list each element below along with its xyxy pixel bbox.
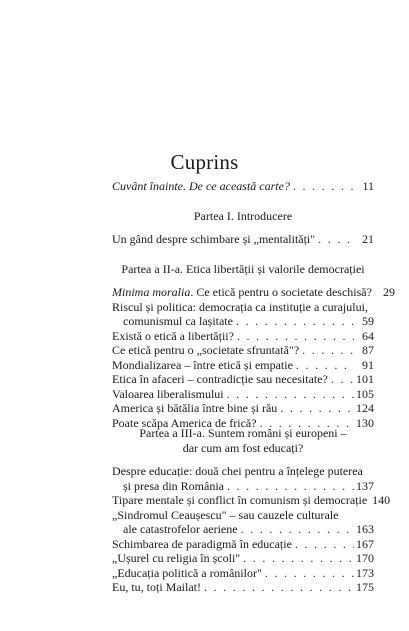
dot-leader — [295, 537, 354, 552]
part-1-heading: Partea I. Introducere — [193, 209, 293, 223]
entry-page: 170 — [356, 551, 374, 565]
toc-entry — [112, 343, 374, 358]
entry-label: Poate scăpa America de frică? — [112, 415, 257, 430]
entry-page: 11 — [362, 179, 374, 193]
part-3-heading-line1: Partea a III-a. Suntem români și europeni – — [139, 426, 347, 440]
toc-entry — [112, 232, 374, 247]
foreword-section — [112, 179, 374, 194]
entry-label-line1: Riscul și politica: democrația ca instituție a curajului, — [112, 299, 368, 314]
dot-leader — [265, 566, 354, 581]
toc-entry — [112, 387, 374, 402]
toc-entry — [112, 508, 374, 537]
entry-label-line2: și presa din România — [123, 478, 224, 493]
toc-entry — [112, 537, 374, 552]
dot-leader — [331, 372, 354, 387]
part-3-entries — [112, 464, 391, 595]
entry-label: „Ușurel cu religia în școli" — [112, 551, 241, 565]
part-3-section — [112, 426, 391, 595]
entry-label-italic: Minima moralia — [112, 285, 191, 299]
entry-page: 175 — [356, 580, 374, 594]
dot-leader — [241, 522, 354, 537]
entry-page: 124 — [356, 401, 374, 415]
toc-entry — [112, 551, 374, 566]
dot-leader — [296, 358, 354, 373]
dot-leader — [302, 343, 354, 358]
dot-leader — [236, 314, 354, 329]
toc-entry — [112, 329, 374, 344]
part-1-section — [112, 209, 374, 247]
entry-label-line1: „Sindromul Ceaușescu" – sau cauzele culturale — [112, 507, 339, 522]
dot-leader — [227, 479, 354, 494]
entry-label: Valoarea liberalismului — [112, 386, 224, 401]
entry-page: 167 — [356, 536, 374, 551]
toc-entry — [112, 401, 374, 416]
entry-label: Eu, tu, toți Mailat! — [112, 580, 201, 594]
entry-page: 21 — [362, 232, 374, 246]
entry-page: 29 — [382, 285, 395, 299]
entry-page: 87 — [362, 343, 374, 357]
dot-leader — [237, 329, 354, 344]
part-2-entries — [112, 285, 395, 430]
toc-entry — [112, 493, 391, 508]
entry-page: 163 — [356, 522, 374, 536]
entry-label: America și bătălia între bine și rău — [112, 401, 278, 415]
entry-label: Există o etică a libertății? — [112, 328, 234, 343]
entry-page: 137 — [356, 478, 374, 493]
entry-label-line2: ale catastrofelor aeriene — [123, 522, 238, 536]
entry-label: „Educația politică a românilor" — [112, 565, 262, 580]
entry-label-line2: comunismul ca lașitate — [123, 314, 233, 328]
entry-page: 59 — [362, 314, 374, 328]
entry-label: Schimbarea de paradigmă în educație — [112, 536, 292, 551]
entry-page: 64 — [362, 328, 374, 343]
entry-label: Un gând despre schimbare și „mentalități" — [112, 232, 316, 246]
entry-page: 101 — [356, 372, 374, 386]
dot-leader — [243, 551, 354, 566]
entry-page: 140 — [372, 493, 391, 507]
toc-entry — [112, 300, 374, 329]
entry-label: Mondializarea – între etică și empatie — [112, 357, 293, 372]
dot-leader — [204, 580, 354, 595]
toc-entry — [112, 372, 374, 387]
part-3-heading-line2: dar cum am fost educați? — [182, 441, 304, 455]
entry-label: Ce etică pentru o „societate sfruntată"? — [112, 343, 300, 357]
dot-leader — [293, 179, 354, 194]
toc-entry — [112, 358, 374, 373]
part-2-heading: Partea a II-a. Etica libertății și valorile democrației — [121, 262, 365, 276]
entry-label: Etica în afaceri – contradicție sau necesitate? — [112, 372, 328, 386]
entry-label: Tipare mentale și conflict în comunism și democrație — [112, 493, 368, 507]
toc-entry — [112, 580, 374, 595]
dot-leader — [318, 232, 354, 247]
part-2-section — [112, 262, 395, 430]
entry-page: 91 — [362, 357, 374, 372]
entry-page: 105 — [356, 386, 374, 401]
toc-entry — [112, 285, 395, 300]
entry-label — [112, 285, 372, 300]
page-title: Cuprins — [170, 150, 239, 174]
dot-leader — [227, 387, 354, 402]
toc-entry-foreword — [112, 179, 374, 194]
entry-page: 130 — [356, 415, 374, 430]
entry-label-line1: Despre educație: două chei pentru a înțelege puterea — [112, 464, 363, 478]
dot-leader — [280, 401, 354, 416]
toc-entry — [112, 566, 374, 581]
entry-page: 173 — [356, 565, 374, 580]
toc-entry — [112, 464, 374, 493]
entry-label: Cuvânt înainte. De ce această carte? — [112, 179, 290, 193]
entry-label-rest: . Ce etică pentru o societate deschisă? — [190, 285, 372, 299]
